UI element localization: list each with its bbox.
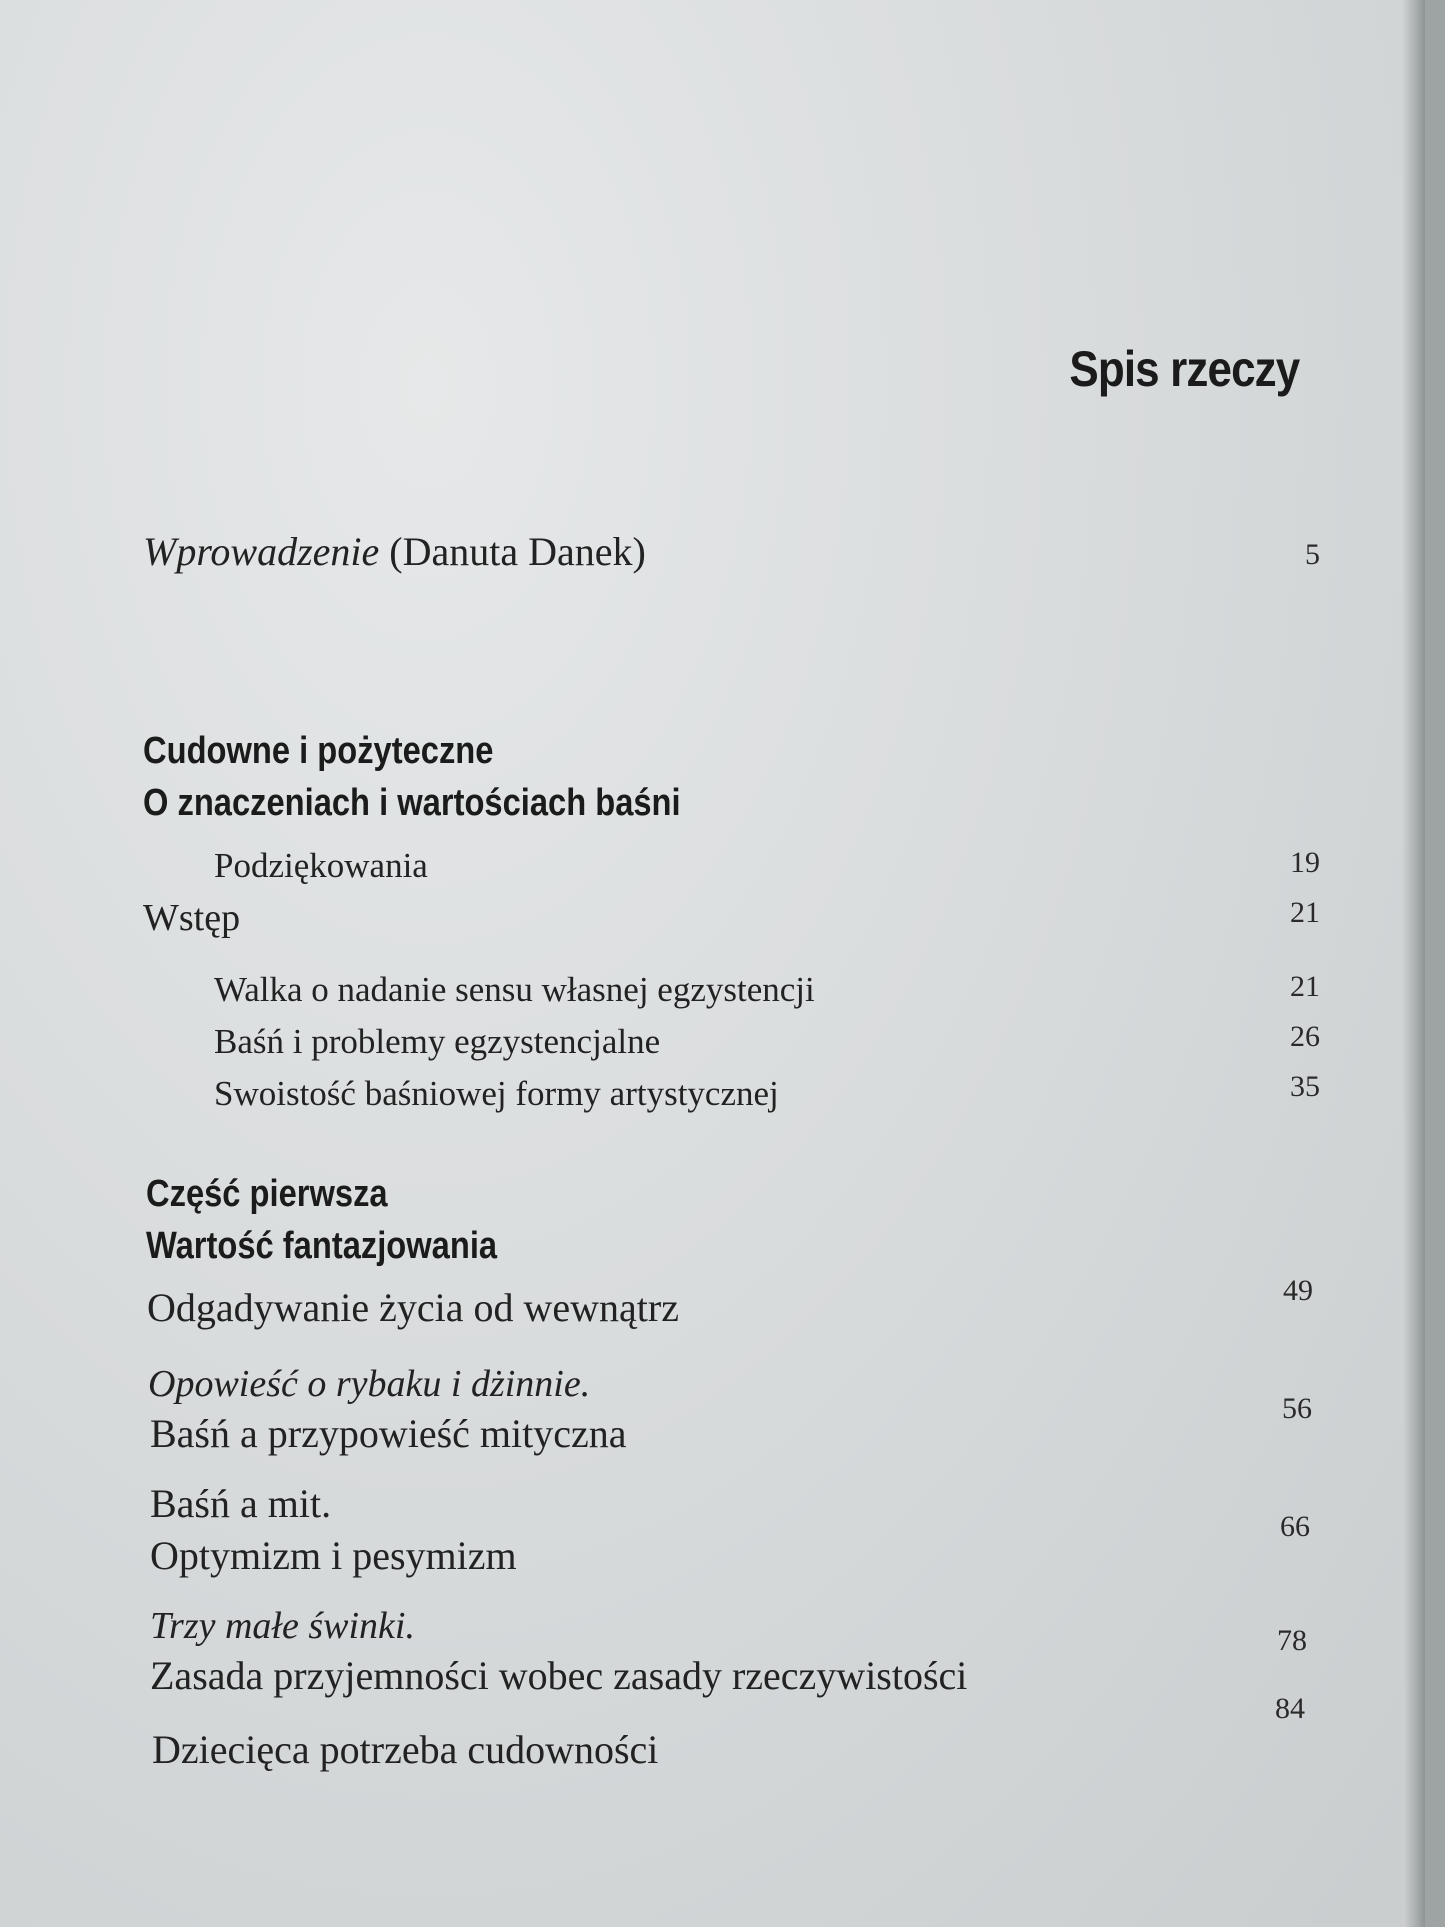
toc-page: 78 — [1277, 1624, 1307, 1657]
section-heading-1-line1: Cudowne i pożyteczne — [143, 730, 494, 772]
toc-entry-italic-line: Trzy małe świnki. — [150, 1605, 415, 1647]
toc-entry-intro-author: (Danuta Danek) — [379, 529, 646, 574]
toc-page: 21 — [1290, 896, 1320, 929]
toc-entry: Baśń a przypowieść mityczna — [150, 1411, 627, 1456]
toc-page: 56 — [1282, 1392, 1312, 1425]
toc-page: 49 — [1283, 1274, 1313, 1307]
toc-entry: Wstęp — [143, 897, 241, 939]
toc-page: 84 — [1275, 1692, 1305, 1725]
toc-page: 21 — [1290, 970, 1320, 1003]
toc-entry: Swoistość baśniowej formy artystycznej — [214, 1074, 779, 1113]
section-heading-1-line2: O znaczeniach i wartościach baśni — [143, 782, 681, 824]
toc-entry: Zasada przyjemności wobec zasady rzeczywistości — [150, 1653, 968, 1698]
page-edge-shadow — [1403, 0, 1425, 1927]
toc-page: 26 — [1290, 1020, 1320, 1053]
toc-entry-italic-line: Opowieść o rybaku i dżinnie. — [148, 1363, 591, 1405]
toc-page: 66 — [1280, 1510, 1310, 1543]
toc-entry-intro — [143, 528, 646, 575]
section-heading-1 — [143, 725, 681, 829]
toc-entry: Dziecięca potrzeba cudowności — [152, 1727, 659, 1772]
toc-entry: Optymizm i pesymizm — [150, 1533, 517, 1578]
toc-entry-intro-italic: Wprowadzenie — [143, 529, 380, 574]
toc-entry: Baśń i problemy egzystencjalne — [214, 1022, 661, 1061]
toc-page: 35 — [1290, 1070, 1320, 1103]
section-heading-2-line1: Część pierwsza — [146, 1173, 388, 1215]
section-heading-2 — [146, 1168, 497, 1272]
toc-page-intro: 5 — [1305, 538, 1320, 571]
toc-entry: Odgadywanie życia od wewnątrz — [147, 1285, 679, 1330]
toc-page: 19 — [1290, 846, 1320, 879]
toc-entry: Podziękowania — [214, 846, 428, 885]
toc-entry: Walka o nadanie sensu własnej egzystencji — [214, 970, 815, 1009]
page-title: Spis rzeczy — [1068, 341, 1299, 397]
section-heading-2-line2: Wartość fantazjowania — [146, 1225, 498, 1267]
toc-entry: Baśń a mit. — [150, 1481, 332, 1526]
